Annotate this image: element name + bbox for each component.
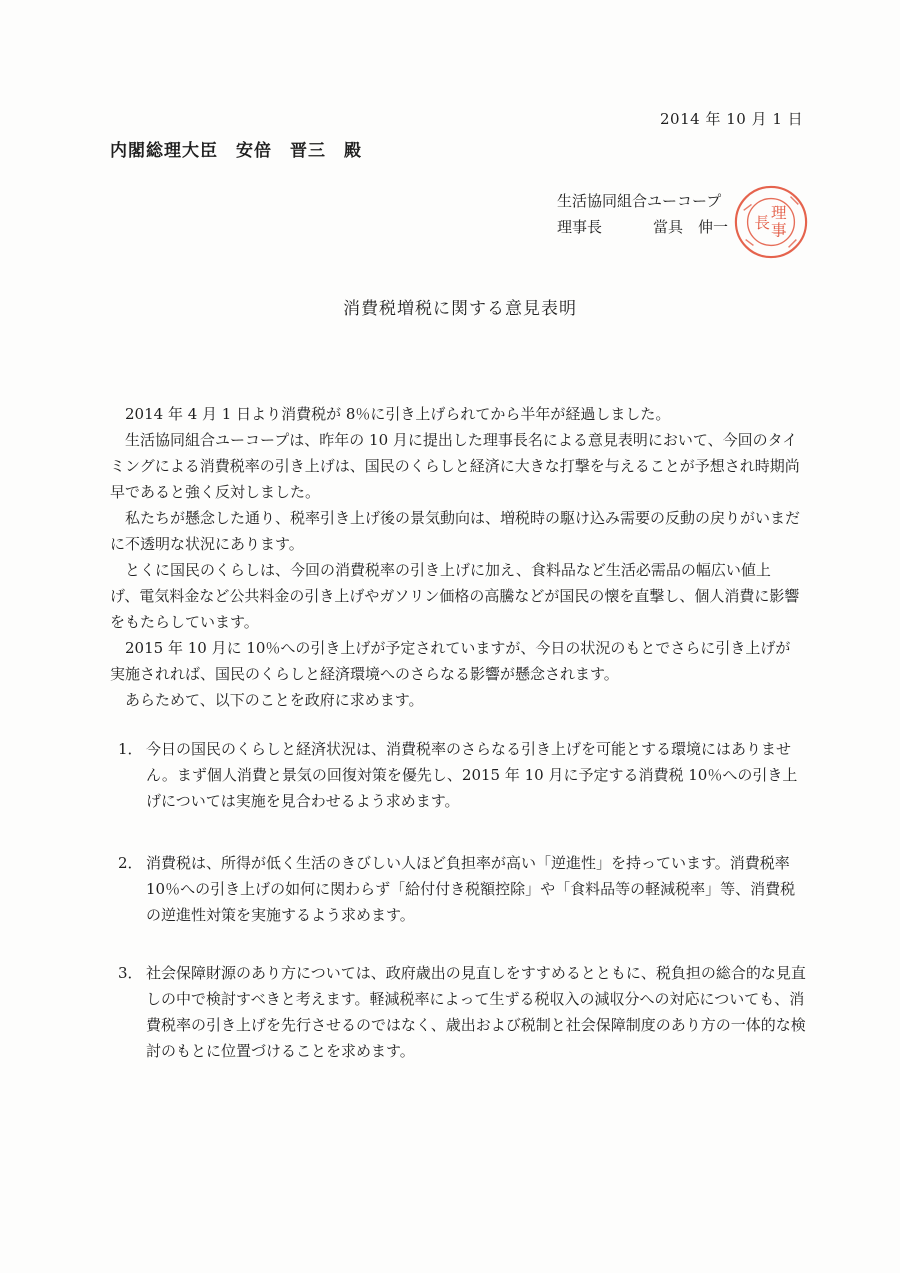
document-title: 消費税増税に関する意見表明 bbox=[343, 299, 577, 319]
body-paragraph: とくに国民のくらしは、今回の消費税率の引き上げに加え、食料品など生活必需品の幅広い値上げ、電気料金など公共料金の引き上げやガソリン価格の高騰などが国民の懐を直撃し、個人消費に影響をもたらしています。 bbox=[110, 561, 800, 631]
request-text: 今日の国民のくらしと経済状況は、消費税率のさらなる引き上げを可能とする環境にはありません。まず個人消費と景気の回復対策を優先し、2015 年 10 月に予定する消費税 10％への引き上げについては実施を見合わせるよう求めます。 bbox=[146, 740, 798, 810]
request-text: 社会保障財源のあり方については、政府歳出の見直しをすすめるとともに、税負担の総合的な見直しの中で検討すべきと考えます。軽減税率によって生ずる税収入の減収分への対応についても、消費税率の引き上げを先行させるのではなく、歳出および税制と社会保障制度のあり方の一体的な検討のもとに位置づけることを求めます。 bbox=[146, 964, 806, 1060]
request-number: 3． bbox=[118, 964, 143, 982]
seal-char-1: 理 bbox=[770, 204, 787, 223]
sender-role: 理事長 bbox=[557, 218, 603, 236]
request-text: 消費税は、所得が低く生活のきびしい人ほど負担率が高い「逆進性」を持っています。消費税率 10％への引き上げの如何に関わらず「給付付き税額控除」や「食料品等の軽減税率」等、消費税の逆進性対策を実施するよう求めます。 bbox=[146, 854, 796, 924]
sender-organization: 生活協同組合ユーコープ bbox=[557, 192, 722, 210]
sender-signature-line bbox=[557, 214, 728, 240]
body-paragraph: 2015 年 10 月に 10％への引き上げが予定されていますが、今日の状況のもとでさらに引き上げが実施されれば、国民のくらしと経済環境へのさらなる影響が懸念されます。 bbox=[110, 639, 791, 683]
document-date: 2014 年 10 月 1 日 bbox=[660, 110, 804, 128]
request-item bbox=[118, 850, 808, 928]
document-body bbox=[110, 401, 800, 713]
seal-char-3: 長 bbox=[754, 213, 771, 232]
request-item bbox=[118, 736, 808, 814]
official-seal bbox=[732, 183, 810, 261]
request-number: 1． bbox=[118, 740, 143, 758]
sender-name: 當具 伸一 bbox=[653, 218, 729, 236]
body-paragraph: 私たちが懸念した通り、税率引き上げ後の景気動向は、増税時の駆け込み需要の反動の戻りがいまだに不透明な状況にあります。 bbox=[110, 509, 801, 553]
addressee: 内閣総理大臣 安倍 晋三 殿 bbox=[110, 141, 362, 161]
body-paragraph: 2014 年 4 月 1 日より消費税が 8％に引き上げられてから半年が経過しました。 bbox=[125, 405, 671, 423]
request-number: 2． bbox=[118, 854, 143, 872]
sender-block bbox=[557, 188, 728, 240]
body-paragraph: あらためて、以下のことを政府に求めます。 bbox=[125, 691, 424, 709]
body-paragraph: 生活協同組合ユーコープは、昨年の 10 月に提出した理事長名による意見表明において、今回のタイミングによる消費税率の引き上げは、国民のくらしと経済に大きな打撃を与えることが予想され時期尚早であると強く反対しました。 bbox=[110, 431, 800, 501]
request-item bbox=[118, 960, 808, 1064]
seal-char-2: 事 bbox=[770, 221, 787, 240]
